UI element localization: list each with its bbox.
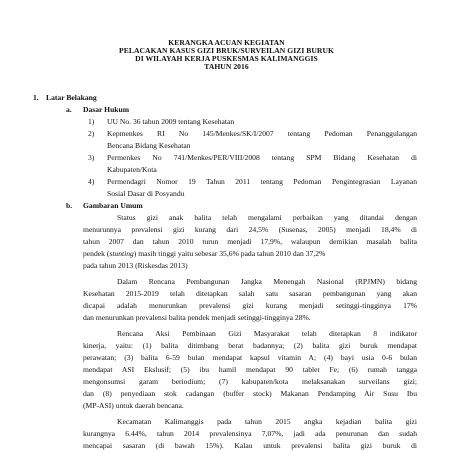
doc-title-line-3: DI WILAYAH KERJA PUSKESMAS KALIMANGGIS: [135, 54, 318, 63]
paragraph-line: dan (8) penyediaan stok cadangan (buffer stock) Makanan Pendamping Air Susu Ibu: [83, 389, 417, 398]
text-fragment: ) masih tinggi yaitu sebesar 35,6% pada tahun 2010 dan 37,2%: [133, 249, 326, 258]
list-item-text: Bencana Bidang Kesehatan: [107, 141, 191, 150]
paragraph-line: perawatan; (3) balita 6-59 bulan mendapat kapsul vitamin A; (4) bayi usia 0-6 bulan: [83, 353, 417, 362]
paragraph-line: Status gizi anak balita telah mengalami perbaikan yang ditandai dengan: [117, 213, 417, 222]
list-item-text: Permendagri Nomor 19 Tahun 2011 tentang Pedoman Pengintegrasian Layanan: [107, 177, 417, 186]
paragraph-line: menurunnya prevalensi gizi kurang dari 24,5% (Susenas, 2005) menjadi 18,4% di: [83, 225, 417, 234]
paragraph-line: [83, 250, 417, 258]
paragraph-line: dicapai adalah menurunkan prevalensi gizi kurang menjadi setinggi-tingginya 17%: [83, 301, 417, 310]
paragraph-line: pada tahun 2013 (Riskesdas 2013): [83, 261, 188, 270]
list-item-number: 1): [88, 117, 95, 126]
subsection-letter-a: a.: [66, 105, 72, 114]
paragraph-line: mencapai sasaran (di bawah 15%). Kalau untuk prevalensi balita gizi buruk di: [83, 441, 417, 450]
text-fragment: pendek (: [83, 249, 110, 258]
italic-term: stunting: [109, 249, 134, 258]
list-item-text: Permenkes No 741/Menkes/PER/VIII/2008 tentang SPM Bidang Kesehatan di: [107, 153, 417, 162]
subsection-heading-gambaran-umum: Gambaran Umum: [83, 201, 143, 210]
paragraph-line: kinerja, yaitu: (1) balita ditimbang berat badannya; (2) balita gizi buruk mendapat: [83, 341, 417, 350]
doc-title-line-2: PELACAKAN KASUS GIZI BRUK/SURVEILAN GIZI BURUK: [119, 46, 334, 55]
list-item-number: 3): [88, 153, 95, 162]
subsection-heading-dasar-hukum: Dasar Hukum: [83, 105, 130, 114]
paragraph-line: Rencana Aksi Pembinaan Gizi Masyarakat telah ditetapkan 8 indikator: [117, 329, 417, 338]
paragraph-line: Kesehatan 2015-2019 telah ditetapkan salah satu sasaran pembangunan yang akan: [83, 289, 417, 298]
doc-title-line-4: TAHUN 2016: [204, 62, 249, 71]
subsection-letter-b: b.: [66, 201, 73, 210]
section-heading: Latar Belakang: [46, 93, 97, 102]
paragraph-line: dan menurunkan prevalensi balita pendek menjadi setinggi-tingginya 28%.: [83, 313, 311, 322]
list-item-text: Sosial Dasar di Posyandu: [107, 189, 185, 198]
list-item-number: 4): [88, 177, 95, 186]
list-item-text: UU No. 36 tahun 2009 tentang Kesehatan: [107, 117, 235, 126]
paragraph-line: mengonsumsi garam beriodium; (7) kabupaten/kota melaksanakan surveilans gizi;: [83, 377, 417, 386]
list-item-number: 2): [88, 129, 95, 138]
paragraph-line: kurangnya 6.44%, tahun 2014 prevalensinya 7,07%, jadi ada penurunan dan sudah: [83, 429, 417, 438]
list-item-text: Kabupaten/Kota: [107, 165, 157, 174]
paragraph-line-start: [83, 250, 325, 258]
paragraph-line: (MP-ASI) untuk daerah bencana.: [83, 401, 184, 410]
paragraph-line: Kecamatan Kalimanggis pada tahun 2015 angka kejadian balita gizi: [117, 417, 417, 426]
list-item-text: Kepmenkes RI No 145/Menkes/SK/I/2007 tentang Pedoman Penanggulangan: [107, 129, 417, 138]
paragraph-line: mendapat ASI Ekslusif; (5) ibu hamil mendapat 90 tablet Fe; (6) rumah tangga: [83, 365, 417, 374]
paragraph-line: tahun 2007 dan tahun 2010 turun menjadi 17,9%, walaupun demikian masalah balita: [83, 237, 417, 246]
doc-title-line-1: KERANGKA ACUAN KEGIATAN: [168, 38, 285, 47]
paragraph-line: Dalam Rencana Pembangunan Jangka Menengah Nasional (RPJMN) bidang: [117, 277, 417, 286]
section-number: 1.: [33, 93, 39, 102]
